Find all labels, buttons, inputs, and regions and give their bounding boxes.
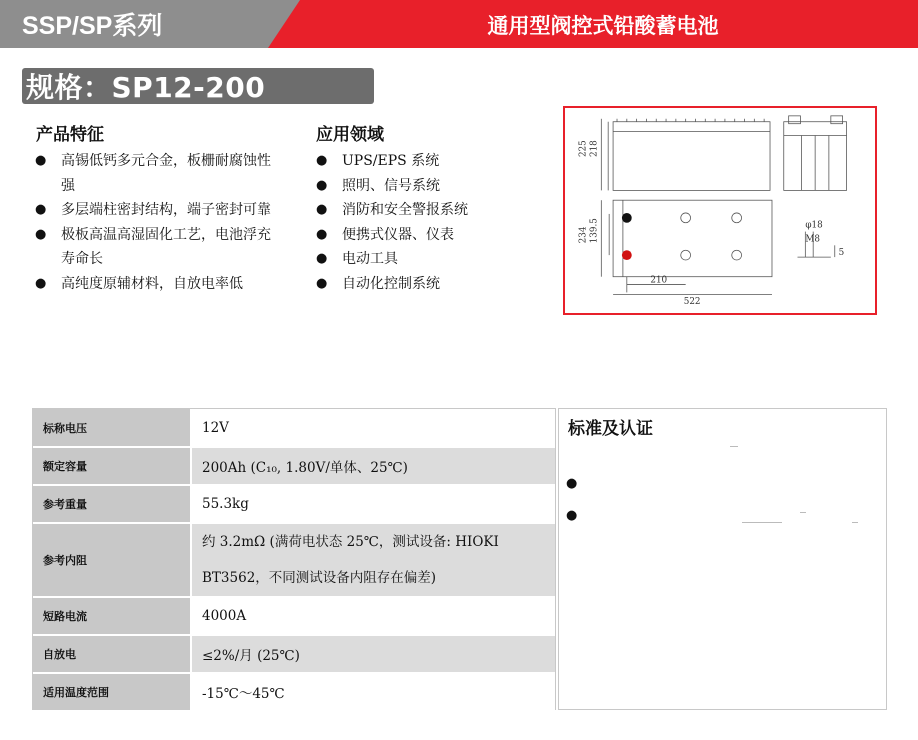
application-item: ● 电动工具 xyxy=(314,247,544,272)
dim-label: 234 xyxy=(578,226,589,244)
table-row xyxy=(33,597,555,635)
spec-key: 参考重量 xyxy=(33,485,191,523)
spec-value: 约 3.2mΩ (满荷电状态 25℃，测试设备: HIOKI BT3562，不同测试设备内阻存在偏差) xyxy=(191,523,555,597)
application-item: ● UPS/EPS 系统 xyxy=(314,149,544,174)
spec-label: 规格：SP12-200 xyxy=(26,71,266,104)
battery-drawing-svg xyxy=(565,108,875,313)
positive-terminal-icon xyxy=(622,250,632,260)
spec-key: 短路电流 xyxy=(33,597,191,635)
standards-title: 标准及认证 xyxy=(568,419,653,439)
table-row xyxy=(33,485,555,523)
dim-label: 5 xyxy=(838,248,845,259)
spec-value: 200Ah (C₁₀, 1.80V/单体、25℃) xyxy=(191,447,555,485)
spec-key: 适用温度范围 xyxy=(33,673,191,711)
spec-key: 参考内阻 xyxy=(33,523,191,597)
application-item: ● 照明、信号系统 xyxy=(314,174,544,199)
faint-mark xyxy=(800,512,806,513)
features-title: 产品特征 xyxy=(36,125,104,145)
series-title: SSP/SP系列 xyxy=(22,12,163,40)
dim-label: 218 xyxy=(589,140,600,158)
application-item: ● 消防和安全警报系统 xyxy=(314,198,544,223)
table-row xyxy=(33,523,555,597)
feature-item: ● 极板高温高湿固化工艺，电池浮充寿命长 xyxy=(33,223,283,272)
applications-list xyxy=(314,149,544,296)
spec-table xyxy=(32,408,556,710)
dim-label: φ18 xyxy=(805,220,823,231)
spec-value: 4000A xyxy=(191,597,555,635)
table-row xyxy=(33,409,555,447)
table-row xyxy=(33,673,555,711)
features-list xyxy=(33,149,283,296)
feature-item: ● 多层端柱密封结构，端子密封可靠 xyxy=(33,198,283,223)
application-item: ● 便携式仪器、仪表 xyxy=(314,223,544,248)
spec-value: -15℃～45℃ xyxy=(191,673,555,711)
dim-label: 522 xyxy=(683,297,701,308)
spec-key: 标称电压 xyxy=(33,409,191,447)
dimension-drawing xyxy=(563,106,877,315)
bullet-icon: ● xyxy=(566,476,578,491)
feature-item: ● 高锡低钙多元合金，板栅耐腐蚀性强 xyxy=(33,149,283,198)
dim-label: 210 xyxy=(650,275,668,286)
product-title: 通用型阀控式铅酸蓄电池 xyxy=(487,14,719,38)
bullet-icon: ● xyxy=(566,508,578,523)
spec-key: 自放电 xyxy=(33,635,191,673)
spec-value: 12V xyxy=(191,409,555,447)
table-row xyxy=(33,447,555,485)
spec-key: 额定容量 xyxy=(33,447,191,485)
dim-label: M8 xyxy=(805,234,820,245)
table-row xyxy=(33,635,555,673)
standards-box xyxy=(558,408,887,710)
spec-value: 55.3kg xyxy=(191,485,555,523)
feature-item: ● 高纯度原辅材料，自放电率低 xyxy=(33,272,283,297)
spec-value: ≤2%/月 (25℃) xyxy=(191,635,555,673)
faint-mark xyxy=(742,522,782,523)
negative-terminal-icon xyxy=(622,213,632,223)
faint-mark xyxy=(730,446,738,447)
dim-label: 225 xyxy=(578,140,589,158)
application-item: ● 自动化控制系统 xyxy=(314,272,544,297)
dim-label: 139.5 xyxy=(589,218,600,244)
applications-title: 应用领域 xyxy=(316,125,384,145)
faint-mark xyxy=(852,522,858,523)
